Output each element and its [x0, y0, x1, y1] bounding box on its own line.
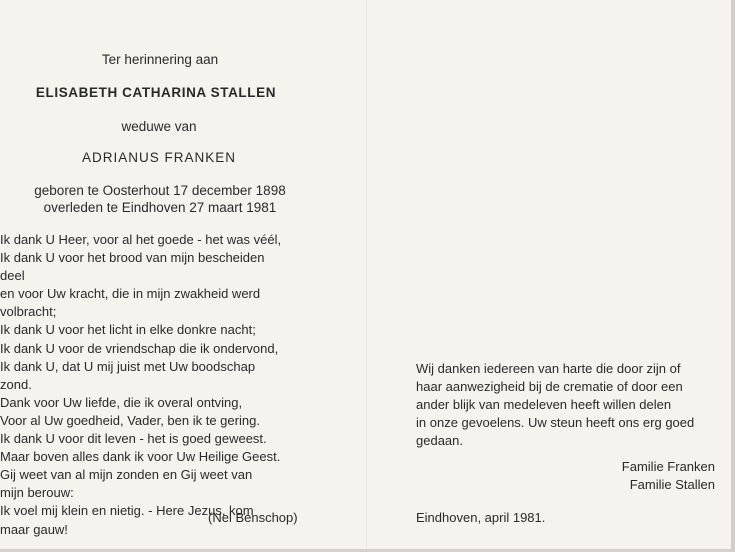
poem-line: Ik voel mij klein en nietig. - Here Jezus, kom — [0, 503, 254, 519]
poem-line: Ik dank U voor het licht in elke donkre nacht; — [0, 322, 256, 338]
thanks-line: gedaan. — [416, 433, 463, 448]
deceased-name: ELISABETH CATHARINA STALLEN — [35, 85, 277, 100]
poem-line: Ik dank U voor het brood van mijn bescheiden — [0, 250, 265, 266]
poem-line: deel — [0, 268, 25, 284]
death-line: overleden te Eindhoven 27 maart 1981 — [43, 200, 277, 215]
place-date: Eindhoven, april 1981. — [416, 510, 546, 525]
poem-line: Gij weet van al mijn zonden en Gij weet van — [0, 467, 253, 483]
poem-line: Dank voor Uw liefde, die ik overal ontving, — [0, 394, 243, 410]
relation-text: weduwe van — [121, 119, 197, 134]
poem-line: Ik dank U Heer, voor al het goede - het was véél, — [0, 232, 282, 247]
thanks-line: haar aanwezigheid bij de crematie of door een — [416, 379, 683, 394]
signature-franken: Familie Franken — [621, 459, 715, 474]
thanks-line: Wij danken iedereen van harte die door zijn of — [416, 361, 681, 376]
thanks-line: in onze gevoelens. Uw steun heeft ons erg goed — [416, 415, 695, 430]
poem — [0, 231, 306, 539]
poem-line: Maar boven alles dank ik voor Uw Heilige Geest. — [0, 449, 281, 465]
poem-line: en voor Uw kracht, die in mijn zwakheid werd — [0, 286, 261, 302]
left-page — [0, 0, 366, 552]
spouse-name: ADRIANUS FRANKEN — [81, 150, 237, 165]
signature-stallen: Familie Stallen — [629, 477, 715, 492]
thanks-message — [416, 360, 708, 450]
poem-line: Voor al Uw goedheid, Vader, ben ik te gering. — [0, 412, 260, 428]
thanks-line: ander blijk van medeleven heeft willen delen — [416, 397, 672, 412]
poem-line: Ik dank U voor de vriendschap die ik ondervond, — [0, 340, 279, 356]
card-edge-right — [731, 0, 735, 552]
right-page — [368, 0, 731, 552]
poem-line: Ik dank U, dat U mij juist met Uw boodschap — [0, 358, 256, 374]
poem-attribution: (Nel Benschop) — [208, 510, 298, 525]
birth-line: geboren te Oosterhout 17 december 1898 — [34, 183, 286, 198]
poem-line: volbracht; — [0, 304, 57, 320]
intro-text: Ter herinnering aan — [101, 52, 219, 67]
poem-line: maar gauw! — [0, 521, 68, 537]
poem-line: Ik dank U voor dit leven - het is goed geweest. — [0, 431, 267, 447]
poem-line: mijn berouw: — [0, 485, 74, 501]
poem-line: zond. — [0, 376, 32, 392]
